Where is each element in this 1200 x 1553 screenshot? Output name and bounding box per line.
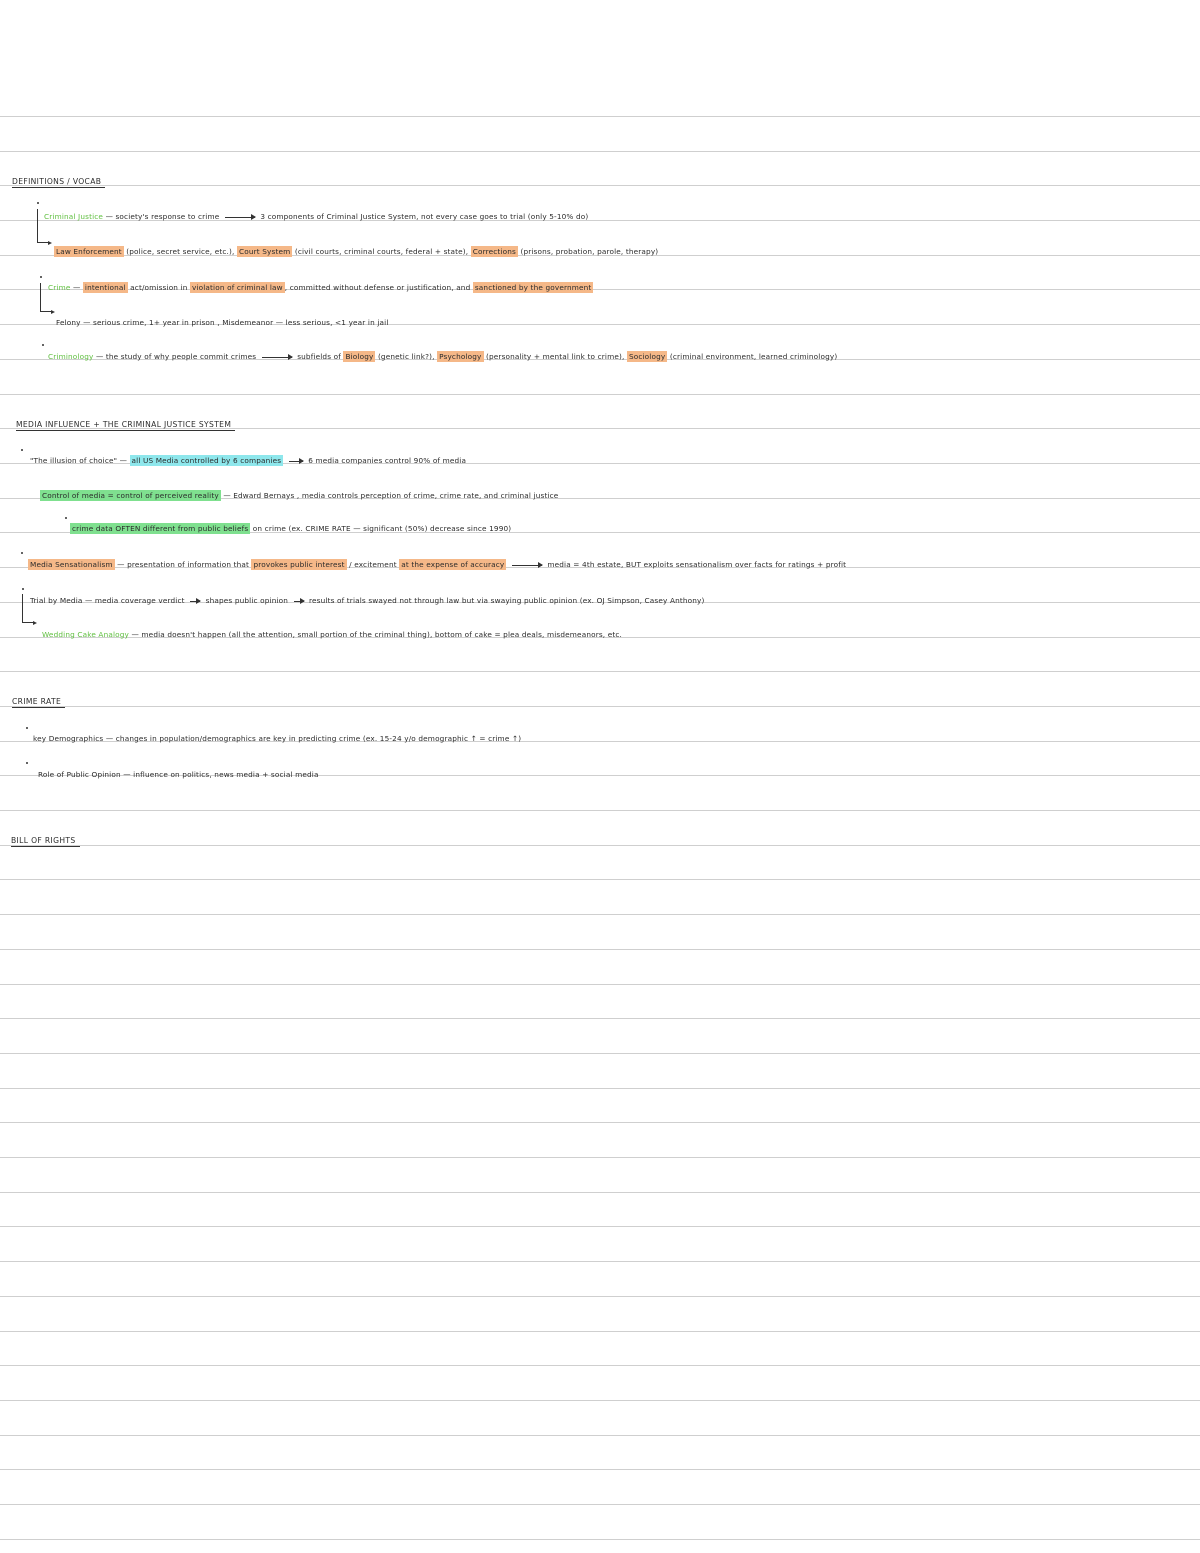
right-arrow-icon xyxy=(294,601,304,602)
crime-sanctioned: sanctioned by the government xyxy=(474,283,592,292)
bullet-dot xyxy=(65,517,67,519)
ruled-line xyxy=(0,949,1200,950)
bullet-dot xyxy=(42,344,44,346)
sensationalism-text-2: / excitement xyxy=(349,560,397,569)
ruled-line xyxy=(0,671,1200,672)
ruled-line xyxy=(0,1331,1200,1332)
ruled-line xyxy=(0,185,1200,186)
ruled-line xyxy=(0,845,1200,846)
right-arrow-icon xyxy=(512,565,542,566)
crime-text-2: , committed without defense or justification, and xyxy=(284,283,471,292)
section-heading-bill-of-rights: BILL OF RIGHTS xyxy=(11,836,80,847)
crime-data-line xyxy=(70,523,511,534)
ruled-line xyxy=(0,1226,1200,1227)
ruled-line xyxy=(0,151,1200,152)
criminology-biology: Biology xyxy=(345,352,374,361)
crime-data-highlight: crime data OFTEN different from public beliefs xyxy=(72,524,249,533)
ruled-line xyxy=(0,1296,1200,1297)
trial-text-1: Trial by Media — media coverage verdict xyxy=(30,596,185,605)
bullet-dot xyxy=(21,552,23,554)
right-arrow-icon xyxy=(225,217,255,218)
crime-rate-item-2: Role of Public Opinion — influence on politics, news media + social media xyxy=(38,770,319,779)
ruled-line xyxy=(0,1053,1200,1054)
term-law-enforcement: Law Enforcement xyxy=(56,247,122,256)
trial-text-3: results of trials swayed not through law but via swaying public opinion (ex. OJ Simpson, Casey Anthony) xyxy=(309,596,705,605)
control-highlight: Control of media = control of perceived reality xyxy=(42,491,219,500)
bullet-dot xyxy=(26,727,28,729)
illusion-highlight: all US Media controlled by 6 companies xyxy=(131,456,282,465)
illusion-quote: "The illusion of choice" — xyxy=(30,456,128,465)
control-of-media-line xyxy=(40,490,558,501)
right-arrow-icon xyxy=(262,357,292,358)
crime-rate-item-1: key Demographics — changes in population/demographics are key in predicting crime (ex. 15-24 y/o demographic ↑ = crime ↑) xyxy=(33,734,522,743)
sensationalism-text-1: — presentation of information that xyxy=(117,560,249,569)
ruled-line xyxy=(0,1469,1200,1470)
illusion-of-choice-line xyxy=(30,455,466,466)
crime-dash: — xyxy=(72,283,81,292)
term-crime: Crime xyxy=(48,283,71,292)
criminal-justice-line xyxy=(44,211,588,222)
section-heading-definitions: DEFINITIONS / VOCAB xyxy=(12,177,105,188)
criminology-def: — the study of why people commit crimes xyxy=(95,352,257,361)
ruled-line xyxy=(0,1400,1200,1401)
bullet-dot xyxy=(40,276,42,278)
section-heading-media: MEDIA INFLUENCE + THE CRIMINAL JUSTICE SYSTEM xyxy=(16,420,235,431)
term-court-system: Court System xyxy=(238,247,291,256)
term-media-sensationalism: Media Sensationalism xyxy=(30,560,113,569)
ruled-line xyxy=(0,1018,1200,1019)
court-system-detail: (civil courts, criminal courts, federal + state), xyxy=(294,247,469,256)
ruled-line xyxy=(0,1157,1200,1158)
section-heading-crime-rate: CRIME RATE xyxy=(12,697,65,708)
ruled-line xyxy=(0,810,1200,811)
criminology-text-1: subfields of xyxy=(297,352,341,361)
law-enforcement-detail: (police, secret service, etc.), xyxy=(126,247,235,256)
criminology-text-3: (personality + mental link to crime), xyxy=(486,352,625,361)
bullet-dot xyxy=(37,202,39,204)
criminology-sociology: Sociology xyxy=(628,352,666,361)
criminal-justice-def: — society's response to crime xyxy=(105,212,220,221)
right-arrow-icon xyxy=(190,601,200,602)
ruled-line xyxy=(0,1504,1200,1505)
bullet-dot xyxy=(21,449,23,451)
ruled-line xyxy=(0,1539,1200,1540)
ruled-line xyxy=(0,116,1200,117)
ruled-line xyxy=(0,1365,1200,1366)
criminology-text-4: (criminal environment, learned criminology) xyxy=(669,352,838,361)
crime-intentional: intentional xyxy=(84,283,126,292)
illusion-text-2: 6 media companies control 90% of media xyxy=(308,456,467,465)
criminology-text-2: (genetic link?), xyxy=(377,352,435,361)
bullet-dot xyxy=(22,588,24,590)
crime-data-text: on crime (ex. CRIME RATE — significant (50%) decrease since 1990) xyxy=(252,524,512,533)
ruled-line xyxy=(0,914,1200,915)
corrections-detail: (prisons, probation, parole, therapy) xyxy=(520,247,659,256)
wedding-cake-line xyxy=(42,629,622,640)
trial-by-media-line xyxy=(30,595,705,606)
trial-text-2: shapes public opinion xyxy=(205,596,289,605)
sensationalism-text-3: media = 4th estate, BUT exploits sensationalism over facts for ratings + profit xyxy=(547,560,847,569)
right-arrow-icon xyxy=(289,461,303,462)
ruled-line xyxy=(0,1088,1200,1089)
felony-misdemeanor-line: Felony — serious crime, 1+ year in prison , Misdemeanor — less serious, <1 year in jail xyxy=(56,318,389,327)
sensationalism-hl-2: at the expense of accuracy xyxy=(401,560,505,569)
crime-violation: violation of criminal law xyxy=(191,283,283,292)
term-wedding-cake: Wedding Cake Analogy xyxy=(42,630,130,639)
criminology-psychology: Psychology xyxy=(439,352,482,361)
term-criminal-justice: Criminal Justice xyxy=(44,212,104,221)
crime-text-1: act/omission in xyxy=(130,283,188,292)
criminology-line xyxy=(48,351,837,362)
ruled-line xyxy=(0,706,1200,707)
bullet-dot xyxy=(26,762,28,764)
term-criminology: Criminology xyxy=(48,352,94,361)
criminal-justice-def2: 3 components of Criminal Justice System, not every case goes to trial (only 5-10% do) xyxy=(260,212,589,221)
ruled-line xyxy=(0,879,1200,880)
ruled-line xyxy=(0,1122,1200,1123)
ruled-line xyxy=(0,1261,1200,1262)
ruled-line xyxy=(0,1192,1200,1193)
crime-definition-line xyxy=(48,282,593,293)
term-corrections: Corrections xyxy=(472,247,516,256)
sensationalism-hl-1: provokes public interest xyxy=(253,560,345,569)
ruled-line xyxy=(0,394,1200,395)
ruled-line xyxy=(0,1435,1200,1436)
components-line xyxy=(54,246,658,257)
control-text: — Edward Bernays , media controls perception of crime, crime rate, and criminal justice xyxy=(223,491,559,500)
sensationalism-line xyxy=(28,559,846,570)
ruled-line xyxy=(0,984,1200,985)
wedding-cake-text: — media doesn't happen (all the attention, small portion of the criminal thing), bottom of cake = plea deals, misdemeanors, etc. xyxy=(131,630,623,639)
